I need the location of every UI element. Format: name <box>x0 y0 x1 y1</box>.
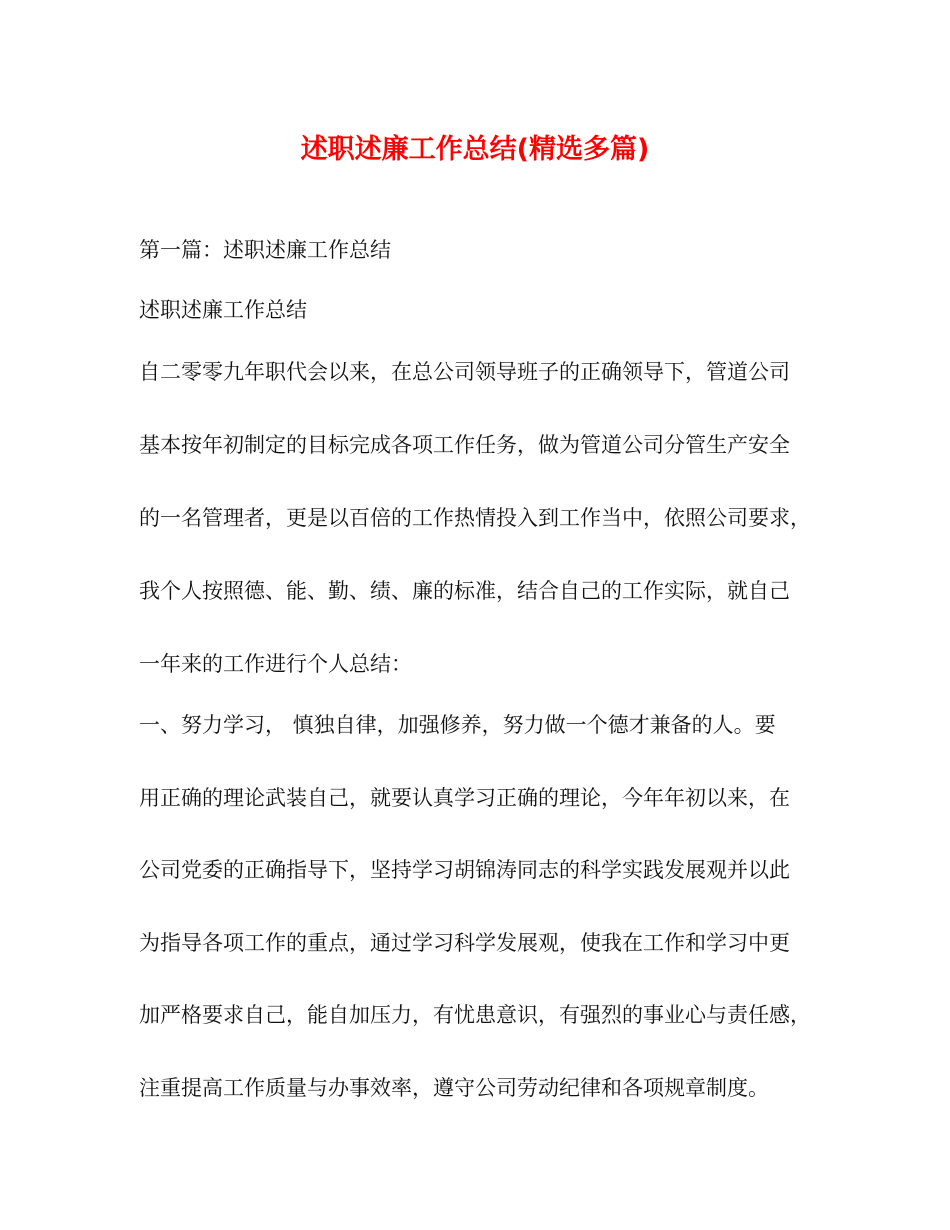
body-line: 为指导各项工作的重点，通过学习科学发展观，使我在工作和学习中更 <box>139 931 790 955</box>
body-line: 我个人按照德、能、勤、绩、廉的标准，结合自己的工作实际，就自己 <box>139 579 790 603</box>
body-line: 自二零零九年职代会以来，在总公司领导班子的正确领导下，管道公司 <box>139 360 790 384</box>
body-line: 基本按年初制定的目标完成各项工作任务，做为管道公司分管生产安全 <box>139 433 790 457</box>
body-line: 公司党委的正确指导下，坚持学习胡锦涛同志的科学实践发展观并以此 <box>139 858 790 882</box>
body-line: 用正确的理论武装自己，就要认真学习正确的理论，今年年初以来，在 <box>139 786 790 810</box>
body-line: 注重提高工作质量与办事效率，遵守公司劳动纪律和各项规章制度。 <box>139 1076 769 1100</box>
body-line: 一年来的工作进行个人总结： <box>139 652 412 676</box>
subsection-heading: 述职述廉工作总结 <box>139 298 307 322</box>
body-line: 加严格要求自己，能自加压力，有忧患意识，有强烈的事业心与责任感， <box>139 1003 811 1027</box>
body-line: 一、努力学习， 慎独自律，加强修养，努力做一个德才兼备的人。要 <box>139 713 776 737</box>
body-line: 的一名管理者，更是以百倍的工作热情投入到工作当中，依照公司要求， <box>139 506 811 530</box>
document-title: 述职述廉工作总结(精选多篇) <box>300 134 650 165</box>
section-heading: 第一篇：述职述廉工作总结 <box>139 238 391 262</box>
